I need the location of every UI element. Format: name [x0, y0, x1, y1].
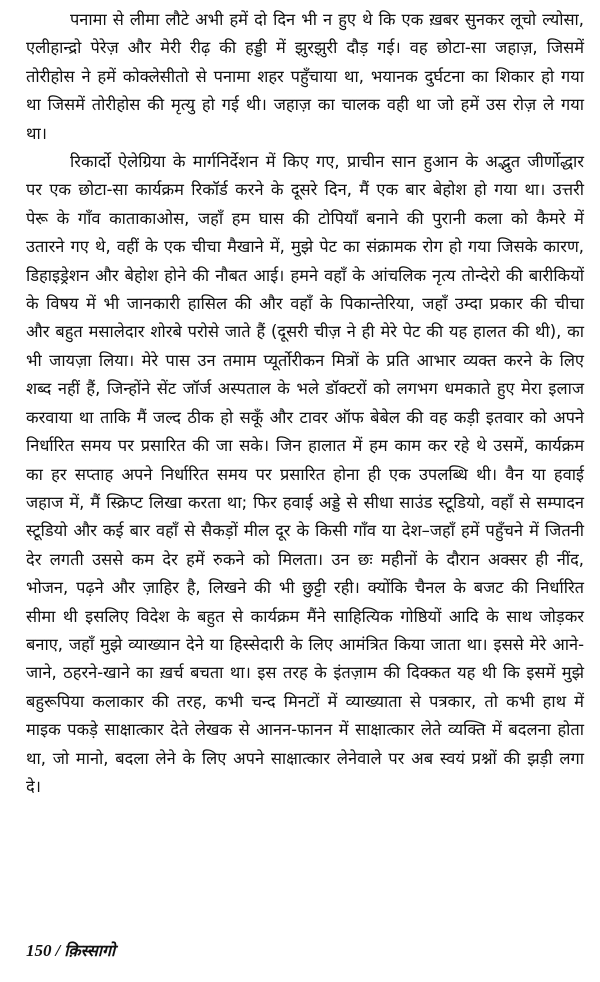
paragraph-1: पनामा से लीमा लौटे अभी हमें दो दिन भी न हुए थे कि एक ख़बर सुनकर लूचो ल्योसा, एलीहान्द्रो पेरेज़ और मेरी रीढ़ की हड्डी में झुरझुरी दौड़ गई। वह छोटा-सा जहाज़, जिसमें तोरीहोस ने हमें कोक्लेसीतो से पनामा शहर पहुँचाया था, भयानक दुर्घटना का शिकार हो गया था जिसमें तोरीहोस की मृत्यु हो गई थी। जहाज़ का चालक वही था जो हमें उस रोज़ ले गया था। — [26, 10, 584, 143]
page-body — [26, 6, 584, 801]
page-number: 150 — [26, 941, 52, 960]
footer-separator: / — [55, 941, 61, 960]
paragraph-2: रिकार्दो ऐलेग्रिया के मार्गनिर्देशन में किए गए, प्राचीन सान हुआन के अद्भुत जीर्णोद्धार पर एक छोटा-सा कार्यक्रम रिकॉर्ड करने के दूसरे दिन, मैं एक बार बेहोश हो गया था। उत्तरी पेरू के गाँव काताकाओस, जहाँ हम घास की टोपियाँ बनाने की पुरानी कला को कैमरे में उतारने गए थे, वहीं के एक चीचा मैखाने में, मुझे पेट का संक्रामक रोग हो गया जिसके कारण, डिहाइड्रेशन और बेहोश होने की नौबत आई। हमने वहाँ के आंचलिक नृत्य तोन्देरो की बारीकियों के विषय में भी जानकारी हासिल की और वहाँ के पिकान्तेरिया, जहाँ उम्दा प्रकार की चीचा और बहुत मसालेदार शोरबे परोसे जाते हैं (दूसरी चीज़ ने ही मेरे पेट की यह हालत की थी), का भी जायज़ा लिया। मेरे पास उन तमाम प्यूर्तोरीकन मित्रों के प्रति आभार व्यक्त करने के लिए शब्द नहीं हैं, जिन्होंने सेंट जॉर्ज अस्पताल के भले डॉक्टरों को लगभग धमकाते हुए मेरा इलाज करवाया था ताकि मैं जल्द ठीक हो सकूँ और टावर ऑफ बेबेल की वह कड़ी इतवार को अपने निर्धारित समय पर प्रसारित की जा सके। जिन हालात में हम काम कर रहे थे उसमें, कार्यक्रम का हर सप्ताह अपने निर्धारित समय पर प्रसारित होना ही एक उपलब्धि थी। वैन या हवाई जहाज में, मैं स्क्रिप्ट लिखा करता था; फिर हवाई अड्डे से सीधा साउंड स्टूडियो, वहाँ से सम्पादन स्टूडियो और कई बार वहाँ से सैकड़ों मील दूर के किसी गाँव या देश–जहाँ हमें पहुँचने में जितनी देर लगती उससे कम देर हमें रुकने को मिलता। उन छः महीनों के दौरान अक्सर ही नींद, भोजन, पढ़ने और ज़ाहिर है, लिखने की भी छुट्टी रही। क्योंकि चैनल के बजट की निर्धारित सीमा थी इसलिए विदेश के बहुत से कार्यक्रम मैंने साहित्यिक गोष्ठियों आदि के साथ जोड़कर बनाए, जहाँ मुझे व्याख्यान देने या हिस्सेदारी के लिए आमंत्रित किया जाता था। इससे मेरे आने-जाने, ठहरने-खाने का ख़र्च बचता था। इस तरह के इंतज़ाम की दिक्कत यह थी कि इसमें मुझे बहुरूपिया कलाकार की तरह, कभी चन्द मिनटों में व्याख्याता से पत्रकार, तो कभी हाथ में माइक पकड़े साक्षात्कार देते लेखक से आनन-फानन में साक्षात्कार लेते व्यक्ति में बदलना होता था, जो मानो, बदला लेने के लिए अपने साक्षात्कार लेनेवाले पर अब स्वयं प्रश्नों की झड़ी लगा दे। — [26, 152, 584, 796]
page-footer — [26, 940, 115, 962]
book-title: क़िस्सागो — [64, 941, 116, 960]
